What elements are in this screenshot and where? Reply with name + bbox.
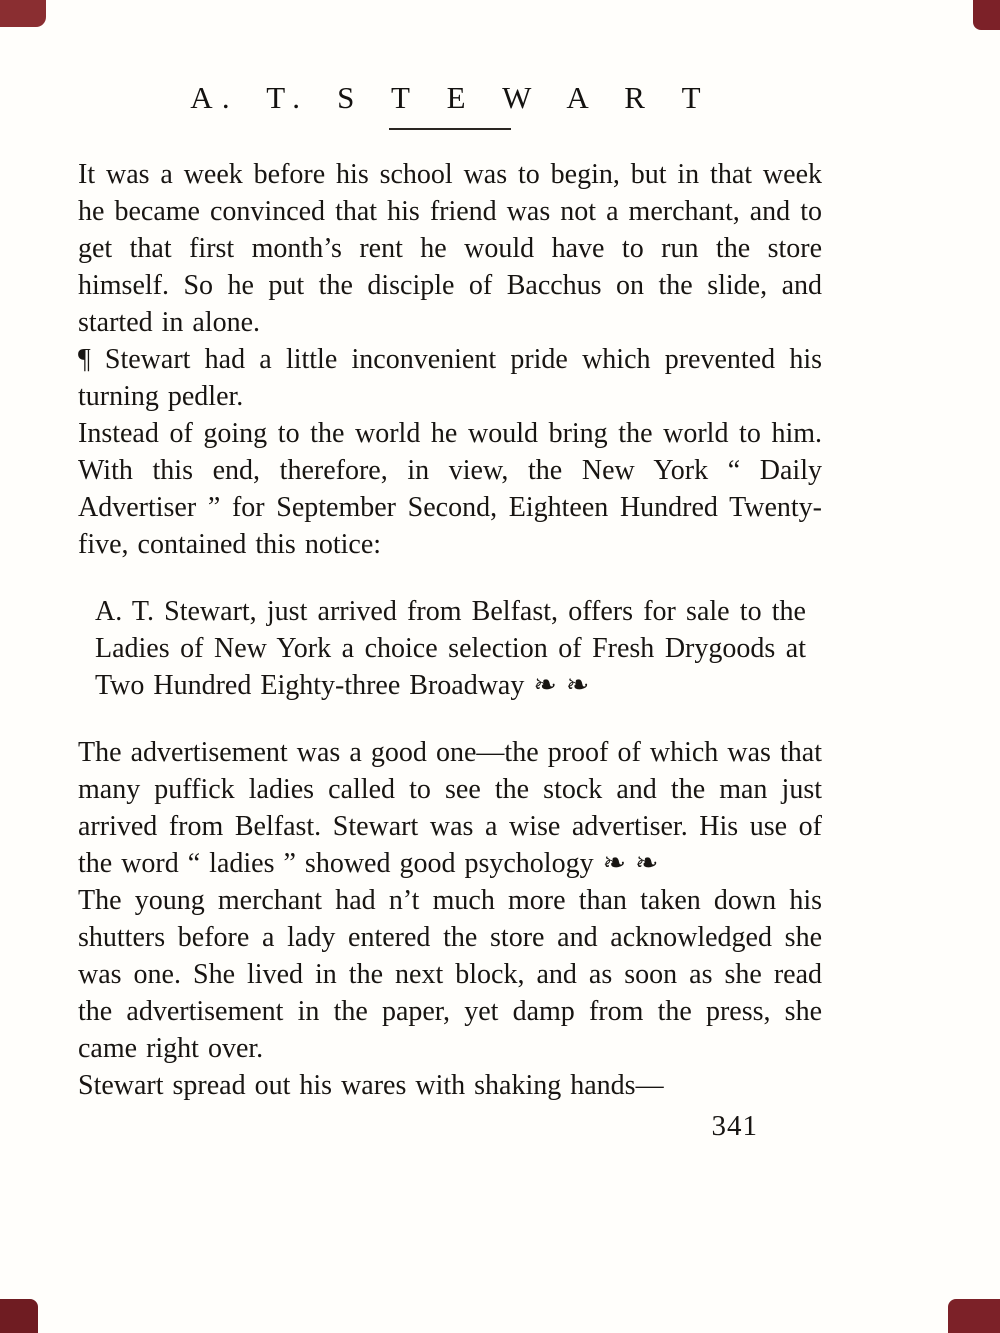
chapter-header: [78, 80, 822, 130]
advertisement-quote: A. T. Stewart, just arrived from Belfast, offers for sale to the Ladies of New York a choice selection of Fresh Drygoods at Two Hundred Eighty-three Broadway ❧ ❧: [95, 596, 806, 701]
cover-corner-bottom-right: [948, 1299, 1000, 1333]
paragraph-6: Stewart spread out his wares with shaking hands—: [78, 1070, 664, 1101]
page-number: 341: [711, 1110, 758, 1142]
title-rule: [389, 128, 511, 130]
paragraph-2-pilcrow: ¶ Stewart had a little inconvenient pride which prevented his turning pedler.: [78, 344, 822, 412]
page-title: A. T. S T E W A R T: [190, 80, 710, 115]
cover-corner-top-left: [0, 0, 46, 27]
paragraph-3: Instead of going to the world he would bring the world to him. With this end, therefore, in view, the New York “ Daily Advertiser ” for September Second, Eighteen Hundred Twenty-five, contained this notice:: [78, 418, 822, 560]
cover-corner-top-right: [973, 0, 1000, 30]
cover-corner-bottom-left: [0, 1299, 38, 1333]
page-body: [78, 156, 822, 1143]
paragraph-4: The advertisement was a good one—the proof of which was that many puffick ladies called to see the stock and the man just arrived from Belfast. Stewart was a wise advertiser. His use of the word “ ladies ” showed good psychology ❧ ❧: [78, 737, 822, 879]
paragraph-1: It was a week before his school was to begin, but in that week he became convinced that his friend was not a merchant, and to get that first month’s rent he would have to run the store himself. So he put the disciple of Bacchus on the slide, and started in alone.: [78, 159, 822, 338]
paragraph-5: The young merchant had n’t much more than taken down his shutters before a lady entered the store and acknowledged she was one. She lived in the next block, and as soon as she read the advertisement in the paper, yet damp from the press, she came right over.: [78, 885, 822, 1064]
